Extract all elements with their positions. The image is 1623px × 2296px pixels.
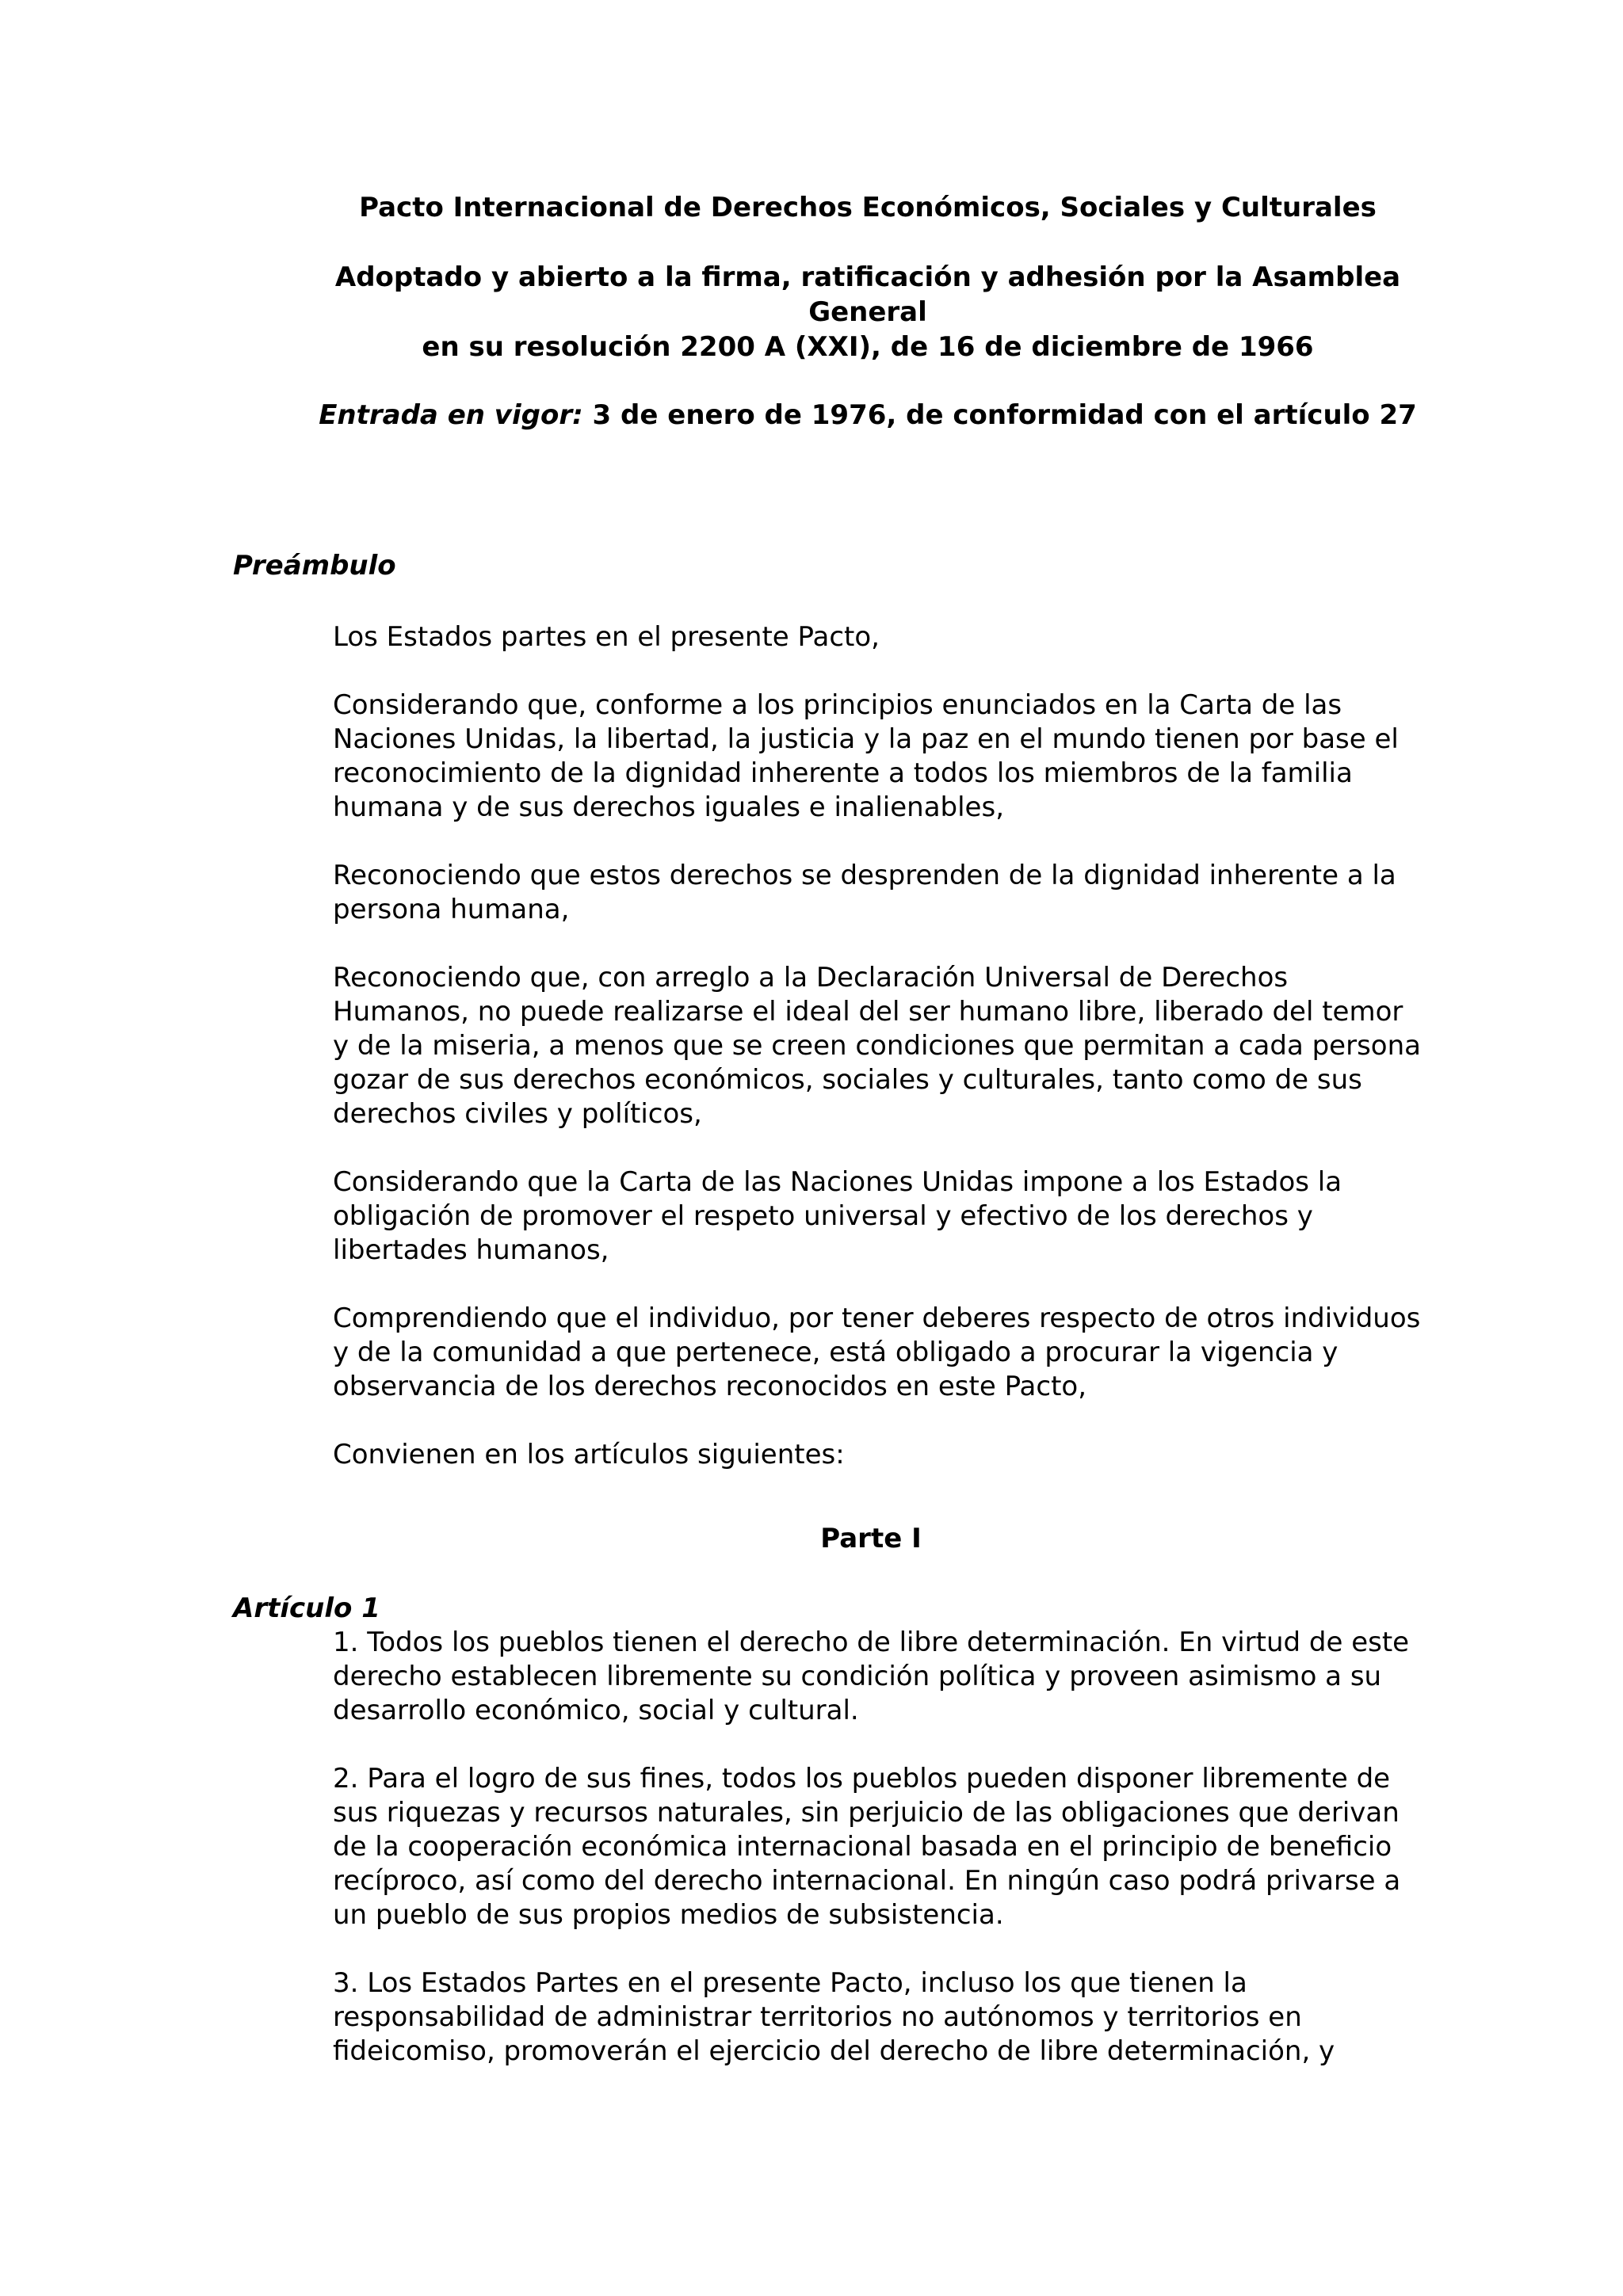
entry-into-force (206, 398, 1529, 433)
preamble-paragraph: Considerando que la Carta de las Naciones Unidas impone a los Estados la obligación de promover el respeto universal y efectivo de los derechos y libertades humanos, (333, 1166, 1342, 1266)
preamble-body (333, 620, 1426, 1506)
part-title: Parte I (820, 1523, 922, 1554)
preamble-paragraph: Reconociendo que estos derechos se desprenden de la dignidad inherente a la persona humana, (333, 860, 1396, 925)
preamble-paragraph: Los Estados partes en el presente Pacto, (333, 621, 880, 653)
preamble-title: Preámbulo (233, 550, 396, 582)
article-paragraph: 1. Todos los pueblos tienen el derecho de libre determinación. En virtud de este derecho establecen libremente su condición política y proveen asimismo a su desarrollo económico, social y cultural. (333, 1627, 1410, 1726)
article-1-title: Artículo 1 (233, 1592, 380, 1624)
preamble-paragraph: Comprendiendo que el individuo, por tener deberes respecto de otros individuos y de la comunidad a que pertenece, está obligado a procurar la vigencia y observancia de los derechos reconocidos en este Pacto, (333, 1302, 1421, 1402)
article-1-body (333, 1626, 1426, 2103)
document-title: Pacto Internacional de Derechos Económicos, Sociales y Culturales (359, 192, 1377, 223)
document-header (206, 190, 1529, 433)
adoption-line-2: en su resolución 2200 A (XXI), de 16 de diciembre de 1966 (422, 331, 1314, 363)
article-paragraph: 3. Los Estados Partes en el presente Pacto, incluso los que tienen la responsabilidad de administrar territorios no autónomos y territorios en fideicomiso, promoverán el ejercicio del derecho de libre determinación, y (333, 1967, 1335, 2067)
preamble-paragraph: Convienen en los artículos siguientes: (333, 1439, 845, 1470)
entry-into-force-label: Entrada en vigor: (319, 399, 583, 431)
preamble-paragraph: Considerando que, conforme a los principios enunciados en la Carta de las Naciones Unidas, la libertad, la justicia y la paz en el mundo tienen por base el reconocimiento de la dignidad inherente a todos los miembros de la familia humana y de sus derechos iguales e inalienables, (333, 689, 1399, 823)
preamble-paragraph: Reconociendo que, con arreglo a la Declaración Universal de Derechos Humanos, no puede realizarse el ideal del ser humano libre, liberado del temor y de la miseria, a menos que se creen condiciones que permitan a cada persona gozar de sus derechos económicos, sociales y culturales, tanto como de sus derechos civiles y políticos, (333, 962, 1421, 1130)
adoption-line-1: Adoptado y abierto a la firma, ratificación y adhesión por la Asamblea General (334, 261, 1401, 328)
article-paragraph: 2. Para el logro de sus fines, todos los pueblos pueden disponer libremente de sus riquezas y recursos naturales, sin perjuicio de las obligaciones que derivan de la cooperación económica internacional basada en el principio de beneficio recíproco, así como del derecho internacional. En ningún caso podrá privarse a un pueblo de sus propios medios de subsistencia. (333, 1763, 1401, 1931)
entry-into-force-text: 3 de enero de 1976, de conformidad con el artículo 27 (582, 399, 1417, 431)
